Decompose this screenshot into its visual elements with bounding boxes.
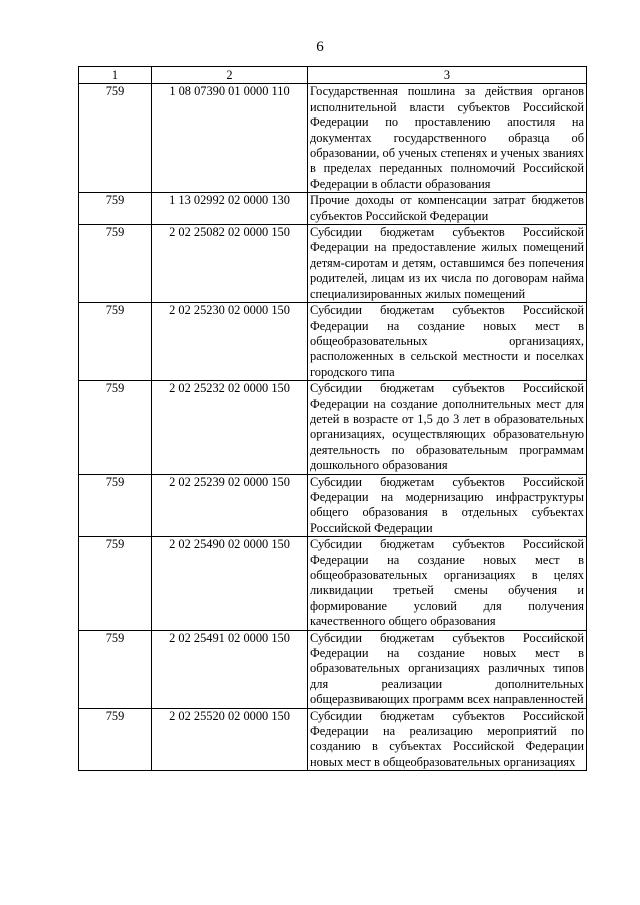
admin-code-cell: 759 <box>79 630 152 708</box>
header-cell-1: 1 <box>79 67 152 84</box>
revenue-code-cell: 2 02 25232 02 0000 150 <box>152 381 308 474</box>
revenue-code-cell: 2 02 25490 02 0000 150 <box>152 537 308 630</box>
revenue-name-cell: Государственная пошлина за действия органов исполнительной власти субъектов Российской Федерации по проставлению апостиля на документах государственного образца об образовании, об ученых степенях и ученых званиях в пределах переданных полномочий Российской Федерации в области образования <box>308 84 587 193</box>
table-row <box>79 225 587 303</box>
revenue-name-cell: Прочие доходы от компенсации затрат бюджетов субъектов Российской Федерации <box>308 193 587 225</box>
admin-code-cell: 759 <box>79 84 152 193</box>
table-row <box>79 381 587 474</box>
admin-code-cell: 759 <box>79 708 152 771</box>
page-number: 6 <box>316 39 324 55</box>
revenue-name-cell: Субсидии бюджетам субъектов Российской Федерации на создание новых мест в образовательных организациях различных типов для реализации дополнительных общеразвивающих программ всех направленностей <box>308 630 587 708</box>
admin-code-cell: 759 <box>79 474 152 537</box>
revenue-code-cell: 2 02 25491 02 0000 150 <box>152 630 308 708</box>
table-header-row <box>79 67 587 84</box>
admin-code-cell: 759 <box>79 225 152 303</box>
revenue-name-cell: Субсидии бюджетам субъектов Российской Федерации на создание новых мест в общеобразовательных организациях в целях ликвидации третьей смены обучения и формирование условий для получения качественного общего образования <box>308 537 587 630</box>
table-row <box>79 630 587 708</box>
revenue-name-cell: Субсидии бюджетам субъектов Российской Федерации на создание новых мест в общеобразовательных организациях, расположенных в сельской местности и поселках городского типа <box>308 303 587 381</box>
table-row <box>79 474 587 537</box>
table-row <box>79 193 587 225</box>
header-cell-3: 3 <box>308 67 587 84</box>
revenue-code-cell: 2 02 25230 02 0000 150 <box>152 303 308 381</box>
table-row <box>79 708 587 771</box>
header-cell-2: 2 <box>152 67 308 84</box>
revenue-codes-table <box>78 66 587 771</box>
revenue-code-cell: 2 02 25520 02 0000 150 <box>152 708 308 771</box>
admin-code-cell: 759 <box>79 193 152 225</box>
admin-code-cell: 759 <box>79 381 152 474</box>
revenue-name-cell: Субсидии бюджетам субъектов Российской Федерации на создание дополнительных мест для детей в возрасте от 1,5 до 3 лет в образовательных организациях, осуществляющих образовательную деятельность по образовательным программам дошкольного образования <box>308 381 587 474</box>
revenue-code-cell: 1 08 07390 01 0000 110 <box>152 84 308 193</box>
revenue-code-cell: 2 02 25082 02 0000 150 <box>152 225 308 303</box>
revenue-code-cell: 2 02 25239 02 0000 150 <box>152 474 308 537</box>
table-row <box>79 84 587 193</box>
revenue-name-cell: Субсидии бюджетам субъектов Российской Федерации на реализацию мероприятий по созданию в субъектах Российской Федерации новых мест в общеобразовательных организациях <box>308 708 587 771</box>
admin-code-cell: 759 <box>79 537 152 630</box>
table-row <box>79 303 587 381</box>
table-row <box>79 537 587 630</box>
revenue-code-cell: 1 13 02992 02 0000 130 <box>152 193 308 225</box>
admin-code-cell: 759 <box>79 303 152 381</box>
revenue-name-cell: Субсидии бюджетам субъектов Российской Федерации на модернизацию инфраструктуры общего образования в отдельных субъектах Российской Федерации <box>308 474 587 537</box>
revenue-name-cell: Субсидии бюджетам субъектов Российской Федерации на предоставление жилых помещений детям-сиротам и детям, оставшимся без попечения родителей, лицам из их числа по договорам найма специализированных жилых помещений <box>308 225 587 303</box>
